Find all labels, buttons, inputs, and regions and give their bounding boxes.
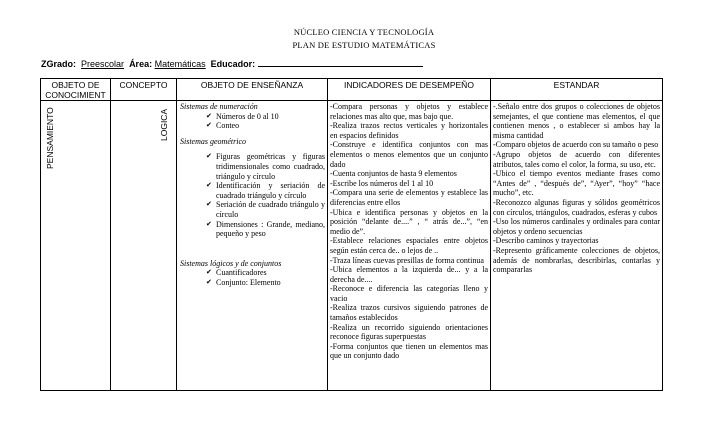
header-row [41, 79, 663, 101]
estandar-item: -Represento gráficamente colecciones de objetos, además de nombrarlas, describirlas, contarlas y compararlas [493, 245, 660, 275]
bullet-icon: ✔ [206, 200, 212, 209]
list-item-text: Conjunto: Elemento [216, 277, 281, 287]
bullet-icon: ✔ [206, 121, 212, 130]
list-item-text: Identificación y seriación de cuadrado triángulo y círculo [216, 181, 325, 200]
indicador-item: -Escribe los números del 1 al 10 [330, 178, 434, 188]
objeto-conocimiento-text: PENSAMIENTO [45, 107, 55, 169]
list-item [206, 278, 325, 288]
list-item [206, 200, 325, 219]
indicador-item: -Compara personas y objetos y establece relaciones mas alto que, mas bajo que. [330, 102, 488, 121]
indicador-item: -Forma conjuntos que tienen un elementos mas que un conjunto dado [330, 341, 488, 361]
estandar-item: -Ubico el tiempo eventos mediante frases como “Antes de” , “después de”, “Ayer”, “hoy” “hace mucho”, etc. [493, 169, 660, 198]
list-item [206, 121, 325, 131]
objeto-conocimiento-cell [41, 101, 111, 391]
content-row [41, 101, 663, 391]
indicador-item: -Realiza trazos cursivos siguiendo patrones de tamaños establecidos [330, 303, 488, 323]
estandar-cell [491, 101, 663, 391]
header-indicadores: INDICADORES DE DESEMPEÑO [328, 79, 491, 101]
meta-line [41, 58, 423, 69]
grado-label: ZGrado: [41, 59, 76, 69]
list-item [206, 220, 325, 239]
header-estandar: ESTANDAR [491, 79, 663, 101]
bullet-icon: ✔ [206, 277, 212, 286]
educador-label: Educador: [210, 59, 256, 69]
estandar-item: -Comparo objetos de acuerdo con su tamaño o peso [493, 140, 659, 150]
list-item-text: Números de 0 al 10 [216, 111, 279, 121]
list-item-text: Cuantificadores [216, 268, 267, 278]
bullet-icon: ✔ [206, 152, 212, 161]
indicador-item: -Compara una serie de elementos y establece las diferencias entre ellos [330, 188, 488, 207]
area-value: Matemáticas [154, 59, 206, 69]
estandar-item: -.Señalo entre dos grupos o colecciones de objetos semejantes, el que contiene mas elementos, el que contienen menos , o establecer si ambos hay la misma cantidad [493, 102, 660, 140]
list-item-text: Figuras geométricas y figuras tridimensionales como cuadrado, triángulo y círculo [216, 152, 325, 181]
list-item-text: Dimensiones : Grande, mediano, pequeño y peso [216, 219, 325, 239]
bullet-icon: ✔ [206, 268, 212, 277]
grado-value: Preescolar [81, 59, 125, 69]
numeracion-list [180, 112, 325, 131]
list-item [206, 152, 325, 181]
header-concepto: CONCEPTO [111, 79, 177, 101]
indicador-item: -Ubica e identifica personas y objetos en la posición “delante de....” , “ atrás de...”, “en medio de”. [330, 207, 488, 236]
list-item-text: Conteo [216, 121, 240, 131]
list-item [206, 112, 325, 122]
indicador-item: -Realiza trazos rectos verticales y horizontales en espacios definidos [330, 121, 488, 140]
list-item [206, 268, 325, 278]
indicador-item: -Ubica elementos a la izquierda de... y a la derecha de.... [330, 265, 488, 284]
concepto-text: LOGICA [159, 108, 169, 141]
educador-blank [258, 58, 423, 67]
header-objeto-conocimiento: OBJETO DE CONOCIMIENT [41, 79, 111, 101]
indicador-item: -Realiza un recorrido siguiendo orientaciones reconoce figuras superpuestas [330, 322, 488, 342]
estandar-item: -Reconozco algunas figuras y sólidos geométricos con círculos, triángulos, cuadrados, esferas y cubos [493, 197, 660, 217]
area-label: Área: [129, 59, 153, 69]
indicador-item: -Cuenta conjuntos de hasta 9 elementos [330, 169, 457, 179]
document-subtitle: PLAN DE ESTUDIO MATEMÁTICAS [292, 40, 436, 50]
document-title: NÚCLEO CIENCIA Y TECNOLOGÍA [293, 27, 435, 37]
ensenanza-section-logicos: Sistemas lógicos y de conjuntos [180, 258, 282, 268]
header-objeto-ensenanza: OBJETO DE ENSEÑANZA [177, 79, 328, 101]
estandar-item: -Uso los números cardinales y ordinales para contar objetos y ordeno secuencias [493, 217, 660, 236]
logicos-list [180, 268, 325, 287]
concepto-cell [111, 101, 177, 391]
ensenanza-section-numeracion: Sistemas de numeración [180, 102, 258, 111]
bullet-icon: ✔ [206, 219, 212, 228]
indicador-item: -Reconoce e diferencia las categorías lleno y vacio [330, 284, 488, 303]
geometrico-list [180, 152, 325, 238]
bullet-icon: ✔ [206, 181, 212, 190]
curriculum-table [40, 78, 663, 391]
ensenanza-section-geometrico: Sistemas geométrico [180, 136, 246, 146]
estandar-item: -Describo caminos y trayectorias [493, 236, 599, 246]
estandar-item: -Agrupo objetos de acuerdo con diferentes atributos, tales como el color, la forma, su uso, etc. [493, 149, 660, 169]
list-item-text: Seriación de cuadrado triángulo y círculo [216, 200, 325, 219]
indicador-item: -Establece relaciones espaciales entre objetos según están cerca de.. o lejos de .. [330, 236, 488, 255]
indicadores-cell [328, 101, 491, 391]
indicador-item: -Construye e identifica conjuntos con mas elementos o menos elementos que un conjunto dado [330, 140, 488, 169]
ensenanza-cell [177, 101, 328, 391]
bullet-icon: ✔ [206, 111, 212, 120]
indicador-item: -Traza líneas cuevas presillas de forma continua [330, 255, 484, 265]
list-item [206, 181, 325, 200]
